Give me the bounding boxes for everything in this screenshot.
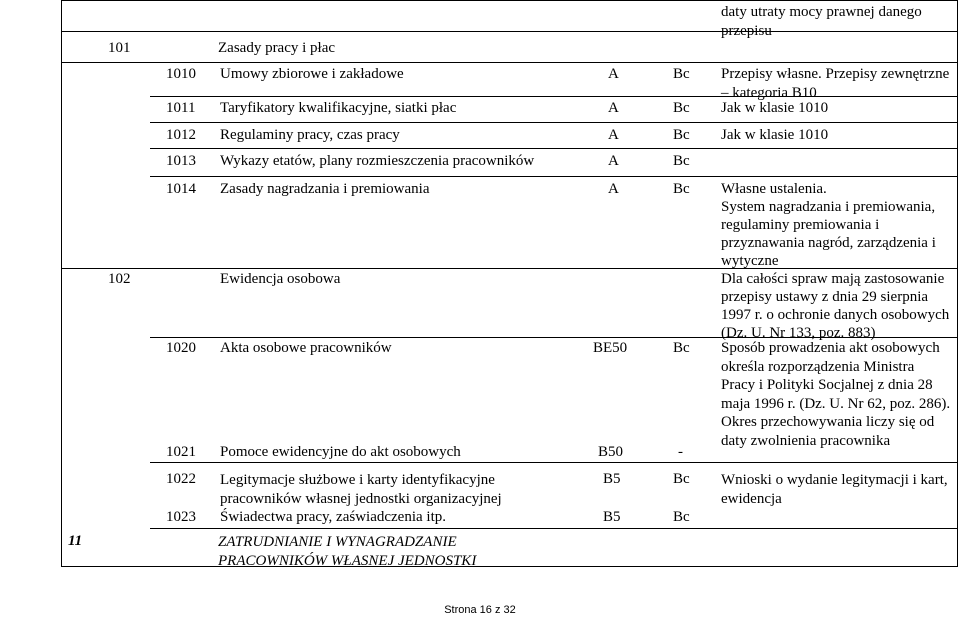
notes-cell: Własne ustalenia. System nagradzania i premiowania, regulaminy premiowania i przyznawania nagród, zarządzenia i wytyczne bbox=[721, 181, 936, 269]
notes-cell: Jak w klasie 1010 bbox=[721, 100, 829, 116]
row-divider bbox=[150, 528, 958, 529]
category-a: A bbox=[608, 66, 619, 82]
category-other: Bc bbox=[673, 127, 690, 143]
category-a: A bbox=[608, 181, 619, 197]
class-symbol: 1010 bbox=[166, 66, 196, 82]
row-divider bbox=[150, 462, 958, 463]
category-a: B5 bbox=[603, 471, 621, 487]
notes-cell: daty utraty mocy prawnej danego przepisu bbox=[721, 4, 922, 39]
category-a: BE50 bbox=[593, 340, 628, 356]
class-symbol: 1011 bbox=[166, 100, 196, 116]
table-border-left bbox=[61, 0, 62, 566]
class-symbol: 1012 bbox=[166, 127, 196, 143]
category-other: Bc bbox=[673, 181, 690, 197]
class-title: Ewidencja osobowa bbox=[220, 271, 341, 287]
category-a: A bbox=[608, 127, 619, 143]
class-title: Legitymacje służbowe i karty identyfikacyjne pracowników własnej jednostki organizacyjnej bbox=[220, 472, 502, 507]
class-title: Akta osobowe pracowników bbox=[220, 340, 392, 356]
row-divider bbox=[150, 148, 958, 149]
class-symbol: 1023 bbox=[166, 509, 196, 525]
class-symbol: 11 bbox=[68, 533, 83, 549]
class-title: Umowy zbiorowe i zakładowe bbox=[220, 66, 404, 82]
class-symbol: 1022 bbox=[166, 471, 196, 487]
row-divider bbox=[61, 0, 958, 1]
category-other: Bc bbox=[673, 66, 690, 82]
row-divider bbox=[61, 566, 958, 567]
class-title: Wykazy etatów, plany rozmieszczenia pracowników bbox=[220, 153, 535, 169]
category-a: A bbox=[608, 100, 619, 116]
category-other: Bc bbox=[673, 340, 690, 356]
class-title: ZATRUDNIANIE I WYNAGRADZANIE PRACOWNIKÓW WŁASNEJ JEDNOSTKI bbox=[218, 534, 477, 569]
class-symbol: 101 bbox=[108, 40, 131, 56]
category-a: B50 bbox=[598, 444, 624, 460]
category-other: - bbox=[678, 444, 683, 460]
category-other: Bc bbox=[673, 509, 690, 525]
table-border-right bbox=[957, 0, 958, 566]
class-symbol: 1020 bbox=[166, 340, 196, 356]
notes-cell: Sposób prowadzenia akt osobowych określa rozporządzenia Ministra Pracy i Polityki Socjalnej z dnia 28 maja 1996 r. (Dz. U. Nr 62, poz. 286). Okres przechowywania liczy się od daty zwolnienia pracownika bbox=[721, 340, 951, 449]
class-symbol: 1021 bbox=[166, 444, 196, 460]
notes-cell: Przepisy własne. Przepisy zewnętrzne – kategoria B10 bbox=[721, 66, 950, 101]
category-other: Bc bbox=[673, 100, 690, 116]
class-title: Świadectwa pracy, zaświadczenia itp. bbox=[220, 509, 447, 525]
class-symbol: 1014 bbox=[166, 181, 196, 197]
class-symbol: 102 bbox=[108, 271, 131, 287]
category-a: A bbox=[608, 153, 619, 169]
notes-cell: Jak w klasie 1010 bbox=[721, 127, 829, 143]
notes-cell: Wnioski o wydanie legitymacji i kart, ewidencja bbox=[721, 472, 948, 507]
class-title: Regulaminy pracy, czas pracy bbox=[220, 127, 400, 143]
class-title: Zasady pracy i płac bbox=[218, 40, 336, 56]
row-divider bbox=[150, 122, 958, 123]
class-symbol: 1013 bbox=[166, 153, 196, 169]
category-a: B5 bbox=[603, 509, 621, 525]
notes-cell: Dla całości spraw mają zastosowanie przepisy ustawy z dnia 29 sierpnia 1997 r. o ochronie danych osobowych (Dz. U. Nr 133, poz. 883) bbox=[721, 271, 950, 341]
class-title: Pomoce ewidencyjne do akt osobowych bbox=[220, 444, 461, 460]
row-divider bbox=[150, 176, 958, 177]
category-other: Bc bbox=[673, 153, 690, 169]
row-divider bbox=[61, 62, 958, 63]
class-title: Zasady nagradzania i premiowania bbox=[220, 181, 430, 197]
class-title: Taryfikatory kwalifikacyjne, siatki płac bbox=[220, 100, 457, 116]
category-other: Bc bbox=[673, 471, 690, 487]
page-footer: Strona 16 z 32 bbox=[444, 604, 516, 616]
